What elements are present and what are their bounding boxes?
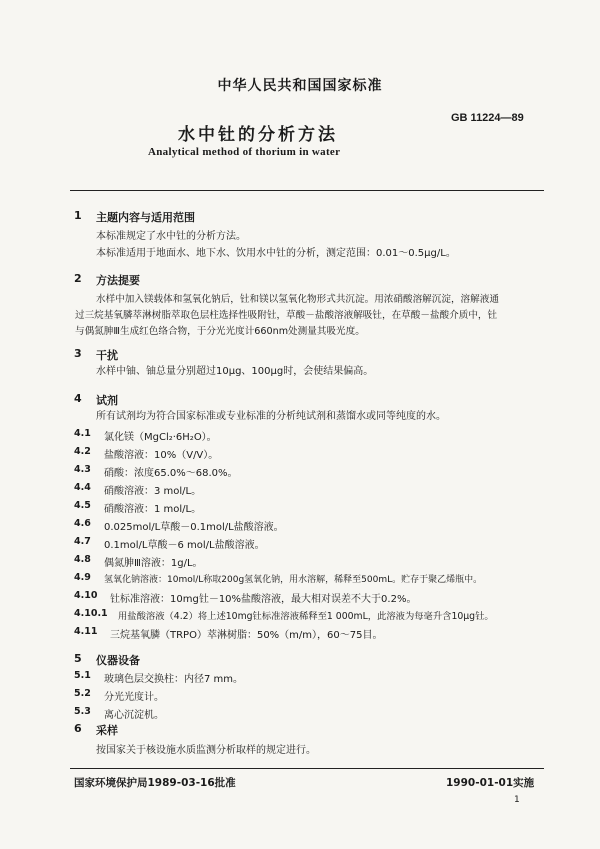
item-text: 0.025mol/L草酸－0.1mol/L盐酸溶液。 (104, 522, 284, 533)
section-number: 2 (74, 272, 82, 285)
item-number: 4.5 (74, 500, 91, 511)
header-divider (70, 190, 544, 191)
item-number: 4.11 (74, 626, 98, 637)
section-2-line: 过三烷基氧膦萃淋树脂萃取色层柱选择性吸附钍，草酸－盐酸溶液解吸钍，在草酸－盐酸介质中，钍 (75, 310, 498, 321)
item-number: 4.2 (74, 446, 91, 457)
item-text: 盐酸溶液：10%（V/V）。 (104, 450, 219, 461)
item-text: 0.1mol/L草酸－6 mol/L盐酸溶液。 (104, 540, 265, 551)
item-number: 4.3 (74, 464, 91, 475)
section-title: 试剂 (96, 394, 118, 407)
item-text: 氯化镁（MgCl₂·6H₂O）。 (104, 432, 217, 443)
item-text: 用盐酸溶液（4.2）将上述10mg钍标准溶液稀释至1 000mL，此溶液为每毫升含10μg钍。 (118, 611, 494, 622)
item-number: 4.6 (74, 518, 91, 529)
section-number: 1 (74, 209, 82, 222)
item-number: 4.8 (74, 554, 91, 565)
section-title: 主题内容与适用范围 (96, 211, 195, 224)
section-1-paragraph: 本标准适用于地面水、地下水、饮用水中钍的分析，测定范围：0.01～0.5μg/L。 (96, 248, 456, 259)
item-number: 5.3 (74, 706, 91, 717)
item-number: 4.9 (74, 572, 91, 583)
document-title-en: Analytical method of thorium in water (148, 146, 341, 158)
section-title: 方法提要 (96, 274, 140, 287)
item-text: 偶氮胂Ⅲ溶液：1g/L。 (104, 558, 203, 569)
item-number: 5.1 (74, 670, 91, 681)
item-text: 硝酸溶液：1 mol/L。 (104, 504, 202, 515)
item-text: 硝酸溶液：3 mol/L。 (104, 486, 202, 497)
item-text: 玻璃色层交换柱：内径7 mm。 (104, 674, 244, 685)
effective-date: 1990-01-01实施 (446, 777, 535, 789)
section-number: 4 (74, 392, 82, 405)
item-number: 5.2 (74, 688, 91, 699)
section-1-paragraph: 本标准规定了水中钍的分析方法。 (96, 231, 246, 242)
item-number: 4.10.1 (74, 608, 108, 619)
item-text: 硝酸：浓度65.0%～68.0%。 (104, 468, 238, 479)
section-6-paragraph: 按国家关于核设施水质监测分析取样的规定进行。 (96, 745, 316, 756)
section-number: 6 (74, 722, 82, 735)
section-title: 仪器设备 (96, 654, 140, 667)
item-text: 分光光度计。 (104, 692, 164, 703)
page-number: 1 (514, 795, 520, 805)
item-number: 4.1 (74, 428, 91, 439)
section-2-line: 水样中加入镁载体和氢氧化钠后，钍和镁以氢氧化物形式共沉淀。用浓硝酸溶解沉淀，溶解液通 (96, 294, 499, 305)
item-number: 4.10 (74, 590, 98, 601)
item-number: 4.4 (74, 482, 91, 493)
section-title: 采样 (96, 724, 118, 737)
section-2-line: 与偶氮胂Ⅲ生成红色络合物，于分光光度计660nm处测量其吸光度。 (75, 326, 365, 337)
item-text: 氢氧化钠溶液：10mol/L称取200g氢氧化钠，用水溶解，稀释至500mL。贮存于聚乙烯瓶中。 (104, 575, 483, 585)
section-number: 5 (74, 652, 82, 665)
standard-header: 中华人民共和国国家标准 (217, 78, 383, 94)
item-text: 三烷基氧膦（TRPO）萃淋树脂：50%（m/m），60～75目。 (110, 630, 383, 641)
document-title-cn: 水中钍的分析方法 (178, 125, 338, 145)
approval-line: 国家环境保护局1989-03-16批准 (74, 777, 236, 789)
item-text: 离心沉淀机。 (104, 710, 164, 721)
item-text: 钍标准溶液：10mg钍－10%盐酸溶液，最大相对误差不大于0.2%。 (110, 594, 417, 605)
section-number: 3 (74, 347, 82, 360)
item-number: 4.7 (74, 536, 91, 547)
section-3-paragraph: 水样中铀、铀总量分别超过10μg、100μg时，会使结果偏高。 (96, 366, 374, 377)
standard-code: GB 11224—89 (451, 112, 524, 124)
section-title: 干扰 (96, 349, 118, 362)
footer-divider (70, 768, 544, 769)
section-4-intro: 所有试剂均为符合国家标准或专业标准的分析纯试剂和蒸馏水或同等纯度的水。 (96, 411, 446, 422)
